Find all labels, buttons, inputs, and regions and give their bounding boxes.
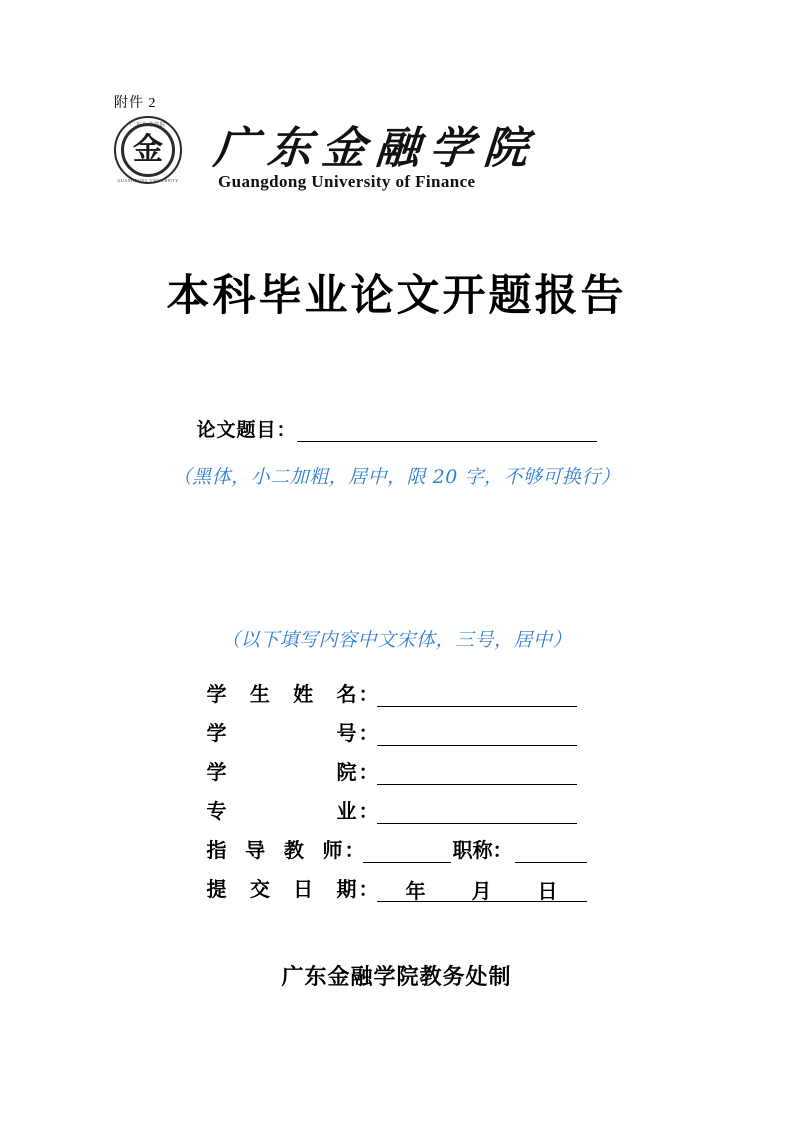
- field-row-college: [0, 746, 793, 785]
- advisor-title-input[interactable]: [515, 840, 587, 863]
- student-name-input[interactable]: [377, 684, 577, 707]
- attachment-label: 附件 2: [114, 96, 157, 111]
- submit-date-month-unit: 月: [471, 879, 492, 903]
- student-name-colon: ：: [358, 682, 379, 706]
- fill-note: （以下填写内容中文宋体，三号，居中）: [220, 629, 572, 651]
- fields-block: [0, 668, 793, 902]
- seal-glyph: 金: [133, 132, 163, 167]
- university-name-cn: 广东金融学院: [211, 123, 540, 174]
- field-row-submit-date: [0, 863, 793, 902]
- seal-top-text: 广东金融学院: [129, 123, 166, 128]
- thesis-title-input[interactable]: [297, 421, 597, 442]
- university-seal-icon: [114, 116, 186, 188]
- field-row-student-id: [0, 707, 793, 746]
- advisor-colon: ：: [344, 838, 365, 862]
- seal-bottom-text: GUANGDONG UNIVERSITY: [117, 178, 179, 183]
- college-colon: ：: [358, 760, 379, 784]
- submit-date-colon: ：: [358, 877, 379, 901]
- submit-date-input[interactable]: [377, 880, 587, 902]
- format-note: （黑体，小二加粗，居中，限 20 字，不够可换行）: [172, 466, 621, 488]
- field-row-major: [0, 785, 793, 824]
- college-input[interactable]: [377, 762, 577, 785]
- college-label: 学院: [206, 760, 357, 784]
- thesis-title-label: 论文题目：: [196, 419, 297, 441]
- university-name-en: Guangdong University of Finance: [218, 172, 476, 191]
- advisor-name-input[interactable]: [363, 840, 451, 863]
- field-row-advisor: [0, 824, 793, 863]
- major-input[interactable]: [377, 801, 577, 824]
- student-id-label: 学号: [206, 721, 357, 745]
- field-row-student-name: [0, 668, 793, 707]
- university-logo: [114, 112, 540, 194]
- submit-date-year-unit: 年: [405, 879, 426, 903]
- student-name-label: 学生姓名: [206, 682, 357, 706]
- document-footer: 广东金融学院教务处制: [281, 964, 512, 990]
- student-id-input[interactable]: [377, 723, 577, 746]
- submit-date-day-unit: 日: [537, 879, 558, 903]
- major-colon: ：: [358, 799, 379, 823]
- student-id-colon: ：: [358, 721, 379, 745]
- advisor-label: 指导教师: [206, 838, 343, 862]
- page-title: 本科毕业论文开题报告: [166, 271, 627, 321]
- submit-date-label: 提交日期: [206, 877, 357, 901]
- advisor-title-label: 职称：: [452, 838, 513, 862]
- thesis-title-row: [0, 415, 793, 442]
- major-label: 专业: [206, 799, 357, 823]
